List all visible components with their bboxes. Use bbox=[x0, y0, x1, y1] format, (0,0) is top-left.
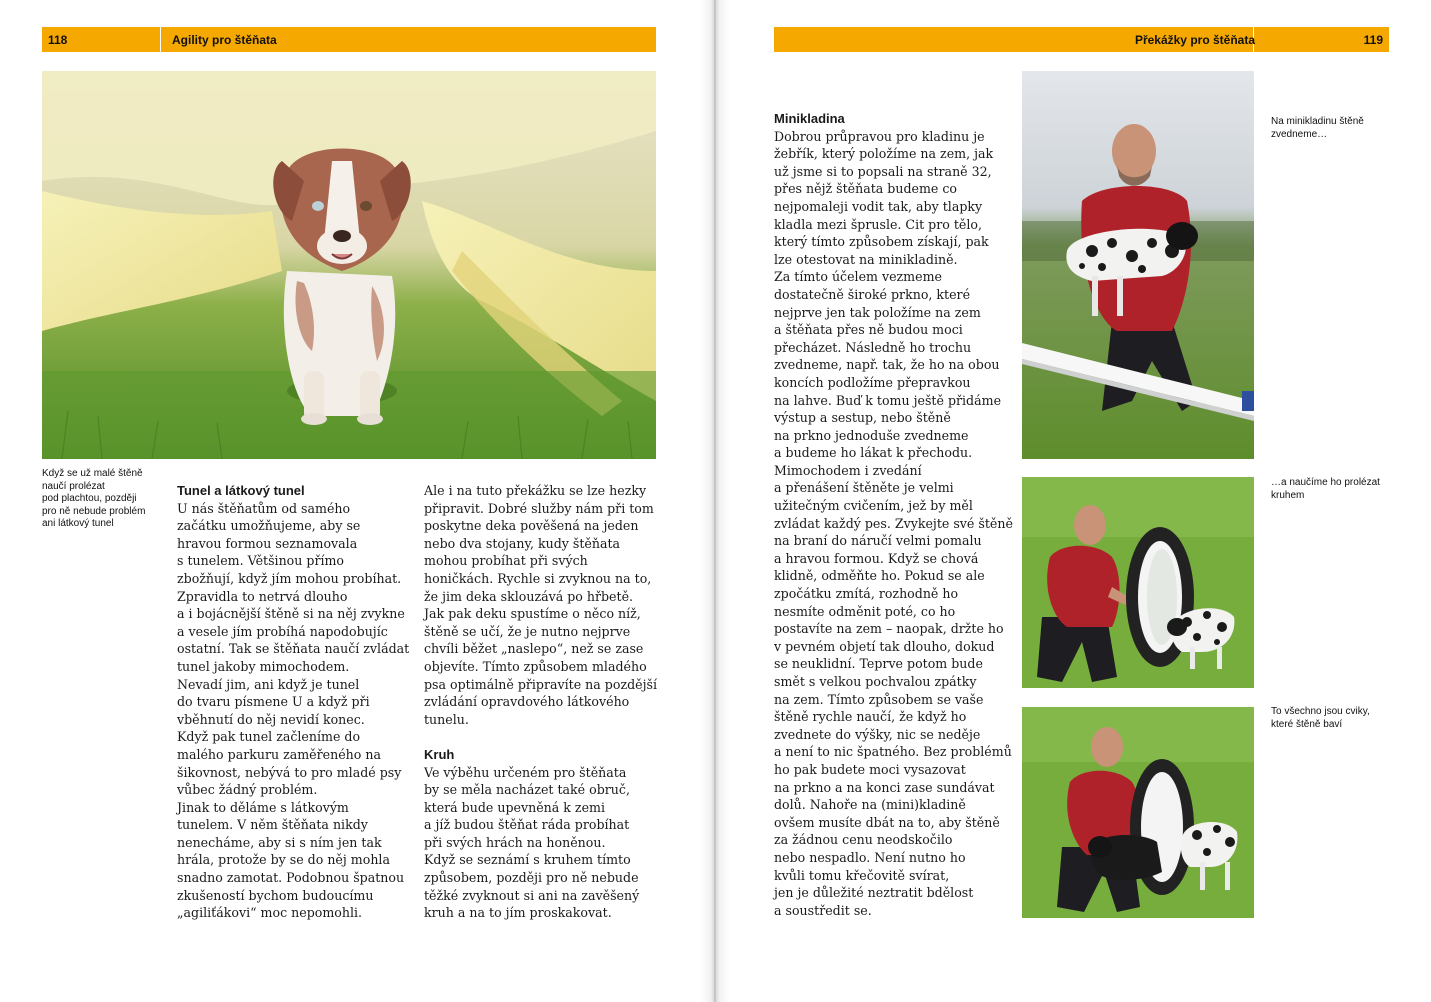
tire-photo-illustration bbox=[1022, 477, 1254, 688]
text-line: štěně se učí, že je nutno nejprve bbox=[424, 623, 631, 639]
text-line: kruh a na to jím proskakovat. bbox=[424, 905, 612, 921]
caption-line: zvedneme… bbox=[1271, 128, 1328, 140]
text-line: malého parkuru zaměřeného na bbox=[177, 746, 381, 762]
text-line: by se měla nacházet také obruč, bbox=[424, 782, 630, 798]
text-line: smět s velkou pochvalou zpátky bbox=[774, 674, 977, 689]
text-line: Když se seznámí s kruhem tímto bbox=[424, 852, 631, 868]
text-line: hravou formou seznamovala bbox=[177, 535, 358, 551]
right-caption-2 bbox=[1271, 477, 1389, 502]
caption-line: To všechno jsou cviky, bbox=[1271, 706, 1370, 717]
text-line: koncích podložíme přepravkou bbox=[774, 374, 971, 390]
text-line: Dobrou průpravou pro kladinu je bbox=[774, 128, 985, 144]
caption-line: které štěně baví bbox=[1271, 718, 1343, 730]
text-line: způsobem, později pro ně nebude bbox=[424, 870, 639, 886]
text-line: objevíte. Tímto způsobem mladého bbox=[424, 658, 647, 674]
section-heading-minikladina: Minikladina bbox=[774, 111, 845, 126]
section-heading-tunel: Tunel a látkový tunel bbox=[177, 483, 305, 498]
text-line: nebo nespadlo. Není nutno ho bbox=[774, 849, 966, 865]
text-line: dolů. Nahoře na (mini)kladině bbox=[774, 797, 966, 813]
paragraph-gap bbox=[424, 728, 656, 746]
text-line: zvednete do výšky, nic se neděje bbox=[774, 726, 981, 742]
text-line: postavíte na zem – naopak, držte ho bbox=[774, 621, 1004, 637]
text-line: a soustředit se. bbox=[774, 902, 872, 918]
text-line: mohou probíhat při svých bbox=[424, 553, 588, 569]
text-line: zvládat každý pes. Zvykejte své štěně bbox=[774, 515, 1013, 531]
caption-line: Na minikladinu štěně bbox=[1271, 116, 1364, 127]
text-line: která bude upevněná k zemi bbox=[424, 799, 605, 815]
right-page-number: 119 bbox=[1363, 32, 1383, 47]
caption-line: Když se už malé štěně bbox=[42, 468, 143, 479]
section-body bbox=[774, 128, 1014, 920]
left-running-title: Agility pro štěňata bbox=[172, 32, 277, 47]
section-body bbox=[424, 482, 656, 728]
book-gutter bbox=[700, 0, 730, 1002]
left-page-number: 118 bbox=[48, 32, 68, 47]
text-line: psa optimálně připravíte na pozdější bbox=[424, 676, 657, 692]
caption-line: pro ně nebude problém bbox=[42, 505, 146, 517]
text-line: ostatní. Tak se štěňata naučí zvládat bbox=[177, 641, 410, 657]
header-divider bbox=[160, 27, 161, 52]
text-line: začátku umožňujeme, aby se bbox=[177, 518, 361, 534]
caption-line: naučí prolézat bbox=[42, 480, 105, 492]
text-line: vběhnutí do něj nevidí konec. bbox=[177, 711, 365, 727]
text-line: do tvaru písmene U a když při bbox=[177, 694, 370, 710]
text-line: při svých hrách na honěnou. bbox=[424, 834, 606, 850]
text-line: tunel jakoby mimochodem. bbox=[177, 658, 350, 674]
tire-crossing-photo bbox=[1022, 707, 1254, 918]
caption-line: ani látkový tunel bbox=[42, 518, 114, 529]
right-page-header bbox=[774, 27, 1389, 52]
text-line: a hravou formou. Když se chová bbox=[774, 550, 979, 566]
text-line: Zpravidla to netrvá dlouho bbox=[177, 588, 348, 604]
text-line: zkušeností bychom budoucímu bbox=[177, 887, 374, 903]
left-page-header bbox=[42, 27, 656, 52]
text-line: že jim deka sklouzává po hřbetě. bbox=[424, 588, 634, 604]
text-line: s tunelem. Většinou přímo bbox=[177, 553, 345, 569]
section-heading-kruh: Kruh bbox=[424, 746, 455, 762]
text-line: Když pak tunel začleníme do bbox=[177, 729, 361, 745]
text-line: výstup a sestup, nebo štěně bbox=[774, 410, 951, 426]
section-body bbox=[177, 500, 412, 922]
text-line: těžké zvyknout si ani na zavěšený bbox=[424, 887, 640, 903]
text-line: na braní do náručí velmi pomalu bbox=[774, 533, 982, 549]
text-line: a přenášení štěněte je velmi bbox=[774, 480, 954, 496]
text-line: vůbec žádný problém. bbox=[177, 782, 318, 798]
text-line: jen je důležité neztratit bdělost bbox=[774, 885, 974, 901]
text-line: na prkno jednoduše zvedneme bbox=[774, 427, 969, 443]
text-line: na zem. Tímto způsobem se vaše bbox=[774, 691, 984, 707]
caption-line: kruhem bbox=[1271, 489, 1305, 501]
text-line: snadno zamotat. Podobnou špatnou bbox=[177, 870, 405, 886]
text-line: nejprve jen tak položíme na zem bbox=[774, 304, 981, 320]
man-lifting-puppy-photo bbox=[1022, 71, 1254, 459]
text-line: honičkách. Rychle si zvyknou na to, bbox=[424, 570, 652, 586]
text-line: šikovnost, nebývá to pro mladé psy bbox=[177, 764, 402, 780]
text-line: přes nějž štěňata budeme co bbox=[774, 181, 957, 197]
text-line: a vesele jím probíhá napodobujíc bbox=[177, 623, 388, 639]
text-line: na lahve. Buď k tomu ještě přidáme bbox=[774, 392, 1002, 408]
text-line: připravit. Dobré služby nám při tom bbox=[424, 500, 654, 516]
text-line: nebo dva stojany, kudy štěňata bbox=[424, 535, 621, 551]
text-line: U nás štěňatům od samého bbox=[177, 500, 351, 516]
text-line: Ve výběhu určeném pro štěňata bbox=[424, 764, 627, 780]
text-line: tunelu. bbox=[424, 711, 469, 727]
right-text-column bbox=[774, 110, 1014, 919]
text-line: zbožňují, když jím mohou probíhat. bbox=[177, 570, 402, 586]
text-line: nejpomaleji vodit tak, aby tlapky bbox=[774, 198, 983, 214]
right-caption-3 bbox=[1271, 706, 1389, 731]
text-line: zvedneme, např. tak, že ho na obou bbox=[774, 357, 1000, 373]
text-line: přecházet. Následně ho trochu bbox=[774, 339, 972, 355]
text-line: Ale i na tuto překážku se lze hezky bbox=[424, 483, 647, 498]
text-line: nenecháme, aby si s ním jen tak bbox=[177, 834, 382, 850]
puppy-photo-illustration bbox=[42, 71, 656, 459]
text-line: nesmíte odměnit poté, co ho bbox=[774, 603, 956, 619]
text-line: Mimochodem i zvedání bbox=[774, 462, 922, 478]
text-line: tunelem. V něm štěňata nikdy bbox=[177, 817, 368, 833]
text-line: a není to nic špatného. Bez problémů bbox=[774, 744, 1012, 760]
text-line: „agiliťákovi“ moc nepomohli. bbox=[177, 905, 363, 921]
text-line: Za tímto účelem vezmeme bbox=[774, 269, 942, 285]
left-text-column-2 bbox=[424, 482, 656, 922]
text-line: ovšem musíte dbát na to, aby štěně bbox=[774, 814, 1000, 830]
caption-line: pod plachtou, později bbox=[42, 493, 137, 504]
text-line: hrála, protože by se do něj mohla bbox=[177, 852, 390, 868]
text-line: kladla mezi šprusle. Cit pro tělo, bbox=[774, 216, 982, 232]
tire-approach-photo bbox=[1022, 477, 1254, 688]
caption-line: …a naučíme ho prolézat bbox=[1271, 477, 1380, 488]
text-line: dostatečně široké prkno, které bbox=[774, 286, 971, 302]
text-line: už jsme si to popsali na straně 32, bbox=[774, 163, 992, 179]
text-line: chvíli běžet „naslepo“, než se zase bbox=[424, 641, 644, 657]
text-line: Nevadí jim, ani když je tunel bbox=[177, 676, 360, 692]
text-line: a budeme ho lákat k přechodu. bbox=[774, 445, 973, 461]
text-line: v pevném objetí tak dlouho, dokud bbox=[774, 638, 995, 654]
text-line: a i bojácnější štěně si na něj zvykne bbox=[177, 606, 405, 622]
text-line: na prkno a na konci zase sundávat bbox=[774, 779, 995, 795]
text-line: za žádnou cenu neodskočilo bbox=[774, 832, 953, 848]
text-line: a štěňata přes ně budou moci bbox=[774, 322, 963, 338]
text-line: štěně rychle naučí, že když ho bbox=[774, 709, 967, 725]
text-line: Jak pak deku spustíme o něco níž, bbox=[424, 606, 641, 622]
left-text-column-1 bbox=[177, 482, 412, 922]
text-line: lze otestovat na minikladině. bbox=[774, 251, 958, 267]
text-line: zvládání opravdového látkového bbox=[424, 694, 630, 710]
text-line: který tímto způsobem získají, pak bbox=[774, 234, 989, 250]
text-line: a jíž budou štěňat ráda probíhat bbox=[424, 817, 630, 833]
text-line: poskytne deka pověšená na jeden bbox=[424, 518, 639, 534]
text-line: Jinak to děláme s látkovým bbox=[177, 799, 349, 815]
text-line: žebřík, který položíme na zem, jak bbox=[774, 146, 994, 162]
left-photo-caption bbox=[42, 468, 166, 531]
lifting-photo-illustration bbox=[1022, 71, 1254, 459]
text-line: zpočátku zmítá, rozhodně ho bbox=[774, 586, 959, 602]
puppy-tunnel-photo bbox=[42, 71, 656, 459]
section-body bbox=[424, 764, 656, 922]
right-caption-1 bbox=[1271, 116, 1389, 141]
text-line: se neuklidní. Teprve potom bude bbox=[774, 656, 983, 672]
text-line: klidně, odměňte ho. Pokud se ale bbox=[774, 568, 985, 584]
text-line: užitečným cvičením, jež by měl bbox=[774, 498, 973, 514]
tire-crossing-illustration bbox=[1022, 707, 1254, 918]
text-line: ho pak budete moci vysazovat bbox=[774, 761, 966, 777]
right-running-title: Překážky pro štěňata bbox=[1134, 32, 1255, 47]
text-line: kvůli tomu křečovitě svírat, bbox=[774, 867, 950, 883]
